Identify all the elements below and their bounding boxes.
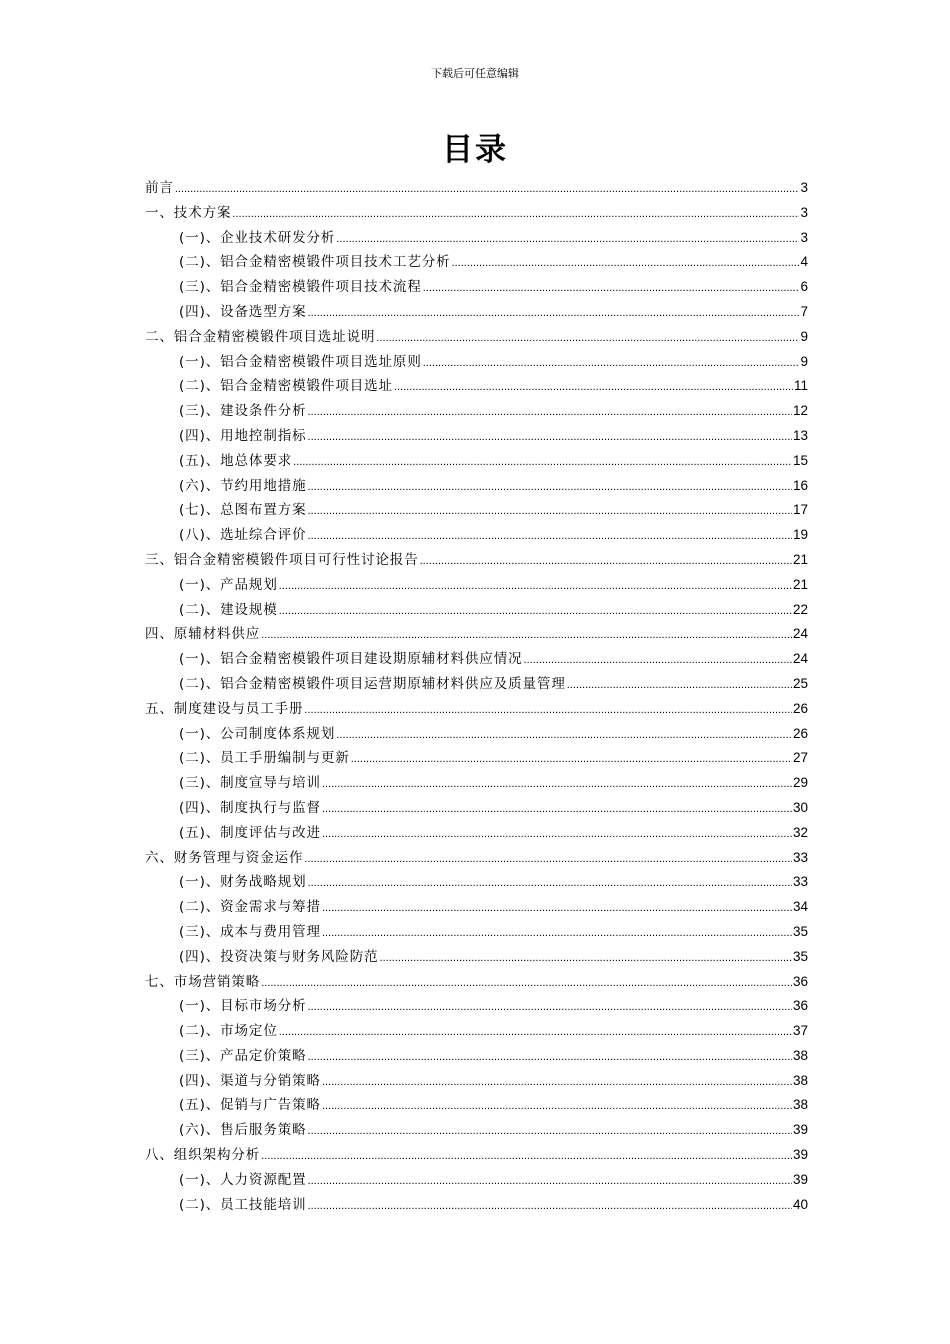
toc-entry-label: (二)、铝合金精密模锻件项目选址: [179, 378, 393, 395]
toc-entry[interactable]: [145, 1069, 808, 1094]
toc-entry-page-number: 36: [792, 973, 808, 989]
toc-entry-label: (三)、产品定价策略: [179, 1047, 307, 1064]
toc-entry-label: (五)、地总体要求: [179, 452, 293, 469]
toc-entry-label: (五)、制度评估与改进: [179, 824, 321, 841]
toc-entry-label: (二)、员工技能培训: [179, 1196, 307, 1213]
toc-entry-label: 五、制度建设与员工手册: [145, 700, 304, 717]
toc-entry-label: (三)、建设条件分析: [179, 403, 307, 420]
toc-leader-dots: [308, 499, 792, 524]
toc-entry-label: (四)、设备选型方案: [179, 303, 307, 320]
toc-entry-page-number: 11: [793, 378, 808, 394]
toc-entry-page-number: 21: [792, 576, 808, 592]
toc-entry[interactable]: [145, 598, 808, 623]
toc-entry[interactable]: [145, 548, 808, 573]
toc-leader-dots: [308, 400, 792, 425]
toc-entry-page-number: 7: [800, 303, 808, 319]
toc-entry-page-number: 35: [792, 923, 808, 939]
toc-leader-dots: [308, 1194, 792, 1219]
toc-entry-label: (一)、企业技术研发分析: [179, 229, 336, 246]
toc-entry-page-number: 36: [792, 998, 808, 1014]
toc-entry[interactable]: [145, 647, 808, 672]
toc-entry-label: 七、市场营销策略: [145, 973, 261, 990]
toc-entry[interactable]: [145, 350, 808, 375]
toc-leader-dots: [308, 524, 792, 549]
toc-entry[interactable]: [145, 250, 808, 275]
toc-entry-label: 八、组织架构分析: [145, 1147, 261, 1164]
toc-leader-dots: [293, 450, 792, 475]
toc-entry-page-number: 19: [792, 527, 808, 543]
toc-leader-dots: [279, 1020, 792, 1045]
toc-entry-label: (四)、用地控制指标: [179, 427, 307, 444]
toc-entry-page-number: 24: [792, 651, 808, 667]
toc-leader-dots: [322, 772, 792, 797]
toc-entry-page-number: 15: [792, 452, 808, 468]
toc-entry-page-number: 21: [792, 551, 808, 567]
toc-entry[interactable]: [145, 970, 808, 995]
toc-entry-page-number: 39: [792, 1147, 808, 1163]
toc-title: 目录: [442, 132, 508, 168]
toc-leader-dots: [336, 723, 792, 748]
toc-entry-label: (一)、公司制度体系规划: [179, 725, 336, 742]
toc-leader-dots: [261, 971, 792, 996]
toc-entry-page-number: 38: [792, 1047, 808, 1063]
toc-entry-label: (七)、总图布置方案: [179, 502, 307, 519]
toc-leader-dots: [308, 425, 792, 450]
toc-entry[interactable]: [145, 697, 808, 722]
toc-entry-label: 一、技术方案: [145, 204, 232, 221]
toc-entry[interactable]: [145, 424, 808, 449]
toc-entry-label: (一)、人力资源配置: [179, 1171, 307, 1188]
toc-leader-dots: [567, 673, 792, 698]
toc-leader-dots: [423, 351, 800, 376]
toc-entry-label: (四)、投资决策与财务风险防范: [179, 948, 379, 965]
toc-entry-page-number: 27: [792, 750, 808, 766]
toc-entry[interactable]: [145, 1143, 808, 1168]
toc-entry-label: (六)、售后服务策略: [179, 1122, 307, 1139]
toc-entry[interactable]: [145, 994, 808, 1019]
toc-leader-dots: [308, 301, 800, 326]
toc-leader-dots: [376, 326, 799, 351]
toc-entry[interactable]: [145, 895, 808, 920]
toc-entry-page-number: 39: [792, 1171, 808, 1187]
toc-entry[interactable]: [145, 1118, 808, 1143]
toc-entry[interactable]: [145, 523, 808, 548]
toc-leader-dots: [279, 599, 792, 624]
toc-entry-page-number: 9: [800, 328, 808, 344]
toc-entry-label: (二)、市场定位: [179, 1023, 278, 1040]
toc-entry-label: (一)、铝合金精密模锻件项目建设期原辅材料供应情况: [179, 651, 523, 668]
toc-entry[interactable]: [145, 722, 808, 747]
header-note: 下载后可任意编辑: [431, 67, 519, 80]
toc-leader-dots: [304, 698, 792, 723]
toc-entry[interactable]: [145, 201, 808, 226]
toc-entry-label: (八)、选址综合评价: [179, 527, 307, 544]
toc-leader-dots: [304, 847, 792, 872]
toc-entry-label: (四)、制度执行与监督: [179, 799, 321, 816]
toc-leader-dots: [308, 475, 792, 500]
toc-entry-page-number: 24: [792, 626, 808, 642]
toc-entry-label: (一)、产品规划: [179, 576, 278, 593]
toc-entry-label: 三、铝合金精密模锻件项目可行性讨论报告: [145, 551, 419, 568]
toc-entry-label: (一)、财务战略规划: [179, 874, 307, 891]
toc-entry[interactable]: [145, 176, 808, 201]
toc-entry[interactable]: [145, 920, 808, 945]
toc-entry[interactable]: [145, 870, 808, 895]
toc-leader-dots: [232, 202, 799, 227]
toc-leader-dots: [380, 946, 792, 971]
toc-entry[interactable]: [145, 226, 808, 251]
toc-leader-dots: [261, 623, 792, 648]
toc-entry-page-number: 39: [792, 1122, 808, 1138]
toc-entry[interactable]: [145, 945, 808, 970]
toc-entry-page-number: 37: [792, 1023, 808, 1039]
toc-entry[interactable]: [145, 672, 808, 697]
toc-leader-dots: [308, 1045, 792, 1070]
toc-entry-label: (一)、铝合金精密模锻件项目选址原则: [179, 353, 422, 370]
toc-entry-page-number: 26: [792, 700, 808, 716]
toc-entry[interactable]: [145, 449, 808, 474]
toc-entry[interactable]: [145, 846, 808, 871]
toc-entry-page-number: 17: [792, 502, 808, 518]
table-of-contents: [145, 176, 808, 1217]
toc-entry-page-number: 38: [792, 1097, 808, 1113]
toc-entry[interactable]: [145, 1193, 808, 1218]
toc-entry[interactable]: [145, 325, 808, 350]
toc-entry-label: 二、铝合金精密模锻件项目选址说明: [145, 328, 376, 345]
toc-leader-dots: [308, 995, 792, 1020]
toc-leader-dots: [351, 747, 792, 772]
toc-entry-label: (三)、成本与费用管理: [179, 923, 321, 940]
toc-entry-label: 前言: [145, 180, 174, 196]
toc-entry[interactable]: [145, 821, 808, 846]
toc-entry-page-number: 33: [792, 849, 808, 865]
toc-leader-dots: [420, 549, 792, 574]
toc-entry[interactable]: [145, 399, 808, 424]
toc-leader-dots: [336, 227, 799, 252]
toc-entry-page-number: 40: [792, 1196, 808, 1212]
toc-leader-dots: [279, 574, 792, 599]
toc-entry-page-number: 32: [792, 824, 808, 840]
toc-leader-dots: [322, 822, 792, 847]
toc-entry-page-number: 29: [792, 775, 808, 791]
toc-entry-page-number: 4: [800, 254, 808, 270]
toc-entry-page-number: 22: [792, 601, 808, 617]
toc-entry[interactable]: [145, 771, 808, 796]
toc-entry-label: 四、原辅材料供应: [145, 626, 261, 643]
toc-entry-page-number: 3: [800, 229, 808, 245]
toc-leader-dots: [308, 871, 792, 896]
toc-entry-page-number: 25: [792, 675, 808, 691]
toc-entry-label: (二)、建设规模: [179, 601, 278, 618]
toc-leader-dots: [322, 1070, 792, 1095]
toc-entry[interactable]: [145, 796, 808, 821]
toc-entry-page-number: 30: [792, 799, 808, 815]
toc-entry[interactable]: [145, 622, 808, 647]
toc-entry-page-number: 3: [800, 180, 808, 195]
toc-entry-page-number: 35: [792, 948, 808, 964]
toc-leader-dots: [322, 896, 792, 921]
toc-leader-dots: [322, 1094, 792, 1119]
toc-entry-label: (二)、员工手册编制与更新: [179, 750, 350, 767]
toc-entry-page-number: 16: [792, 477, 808, 493]
toc-entry-page-number: 38: [792, 1072, 808, 1088]
toc-entry-label: (六)、节约用地措施: [179, 477, 307, 494]
toc-entry[interactable]: [145, 573, 808, 598]
toc-entry-page-number: 34: [792, 899, 808, 915]
toc-entry[interactable]: [145, 474, 808, 499]
toc-leader-dots: [524, 648, 792, 673]
toc-leader-dots: [175, 177, 800, 202]
toc-entry-page-number: 26: [792, 725, 808, 741]
toc-leader-dots: [322, 921, 792, 946]
toc-entry[interactable]: [145, 1093, 808, 1118]
toc-leader-dots: [308, 1169, 792, 1194]
toc-entry-label: (二)、铝合金精密模锻件项目技术工艺分析: [179, 254, 451, 271]
toc-entry-page-number: 9: [800, 353, 808, 369]
toc-entry-label: (二)、铝合金精密模锻件项目运营期原辅材料供应及质量管理: [179, 675, 566, 692]
toc-entry-page-number: 6: [800, 279, 808, 295]
toc-leader-dots: [394, 375, 793, 400]
toc-entry[interactable]: [145, 746, 808, 771]
toc-entry[interactable]: [145, 1044, 808, 1069]
toc-entry-label: (四)、渠道与分销策略: [179, 1072, 321, 1089]
toc-leader-dots: [452, 251, 800, 276]
toc-entry-page-number: 33: [792, 874, 808, 890]
toc-entry-page-number: 12: [792, 403, 808, 419]
toc-entry-label: (三)、铝合金精密模锻件项目技术流程: [179, 279, 422, 296]
toc-entry[interactable]: [145, 275, 808, 300]
toc-entry[interactable]: [145, 300, 808, 325]
toc-entry-label: (三)、制度宣导与培训: [179, 775, 321, 792]
toc-entry-label: 六、财务管理与资金运作: [145, 849, 304, 866]
toc-leader-dots: [423, 276, 800, 301]
toc-entry[interactable]: [145, 1168, 808, 1193]
toc-entry-page-number: 13: [792, 427, 808, 443]
toc-leader-dots: [308, 1119, 792, 1144]
toc-entry[interactable]: [145, 374, 808, 399]
toc-leader-dots: [322, 797, 792, 822]
toc-entry[interactable]: [145, 498, 808, 523]
toc-entry-label: (五)、促销与广告策略: [179, 1097, 321, 1114]
toc-entry[interactable]: [145, 1019, 808, 1044]
toc-leader-dots: [261, 1144, 792, 1169]
toc-entry-label: (二)、资金需求与筹措: [179, 899, 321, 916]
toc-entry-label: (一)、目标市场分析: [179, 998, 307, 1015]
toc-entry-page-number: 3: [800, 204, 808, 220]
